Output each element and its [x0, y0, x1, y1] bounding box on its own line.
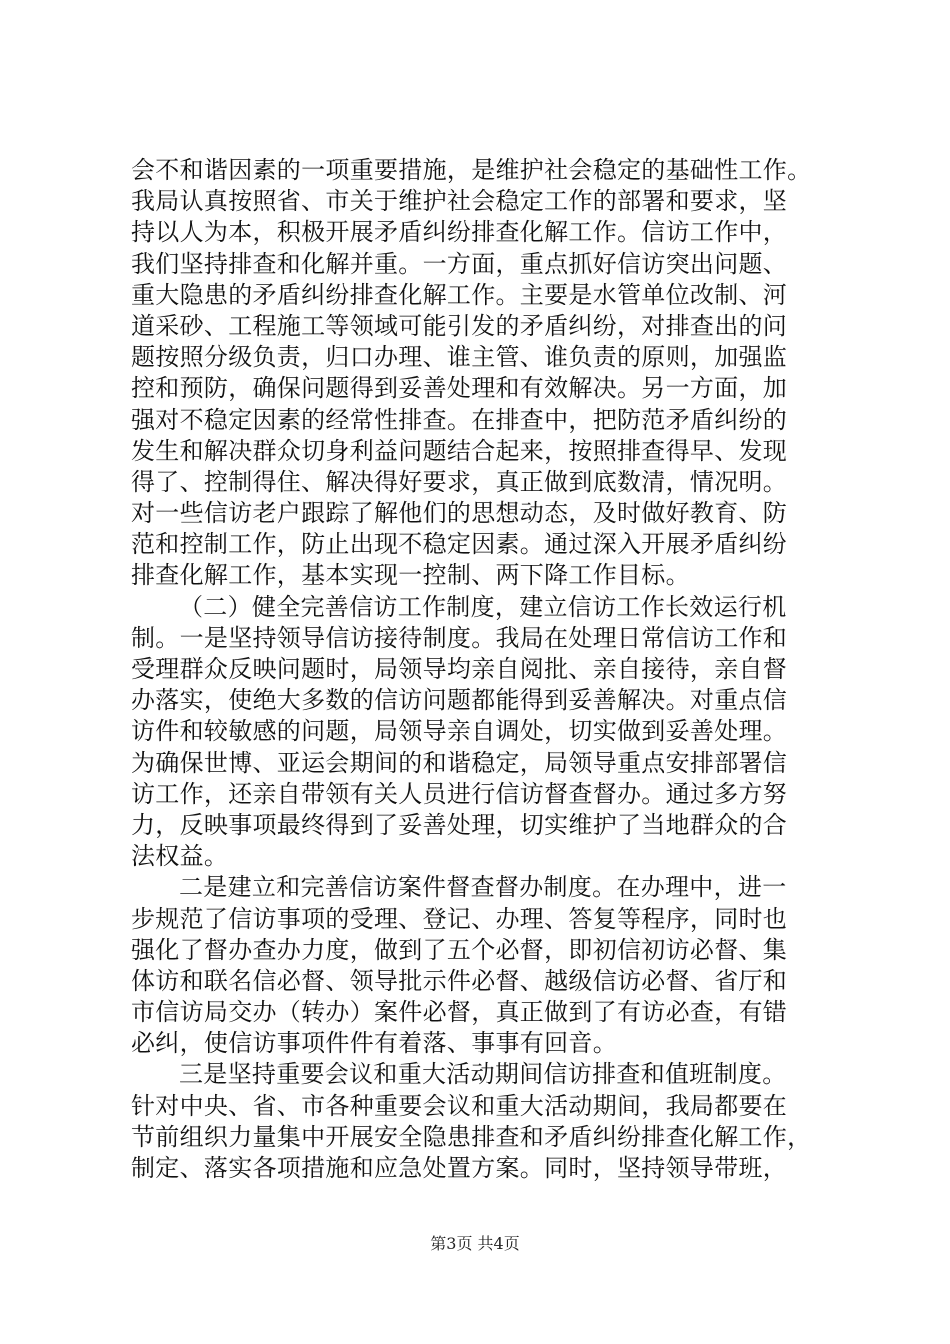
- text-line: 节前组织力量集中开展安全隐患排查和矛盾纠纷排查化解工作，: [131, 1122, 812, 1151]
- text-line: 排查化解工作，基本实现一控制、两下降工作目标。: [131, 561, 690, 590]
- text-line: 力，反映事项最终得到了妥善处理，切实维护了当地群众的合: [131, 810, 788, 839]
- text-line: 市信访局交办（转办）案件必督，真正做到了有访必查，有错: [131, 998, 788, 1027]
- text-line: 得了、控制得住、解决得好要求，真正做到底数清，情况明。: [131, 467, 788, 496]
- text-line: 步规范了信访事项的受理、登记、办理、答复等程序，同时也: [131, 904, 788, 933]
- page-footer: 第3页 共4页: [430, 1234, 520, 1253]
- text-line: 控和预防，确保问题得到妥善处理和有效解决。另一方面，加: [131, 374, 788, 403]
- text-line: 体访和联名信必督、领导批示件必督、越级信访必督、省厅和: [131, 966, 788, 995]
- text-line: 我们坚持排查和化解并重。一方面，重点抓好信访突出问题、: [131, 249, 788, 278]
- text-line: 强化了督办查办力度，做到了五个必督，即初信初访必督、集: [131, 935, 788, 964]
- text-line: 道采砂、工程施工等领域可能引发的矛盾纠纷，对排查出的问: [131, 311, 788, 340]
- text-line: 持以人为本，积极开展矛盾纠纷排查化解工作。信访工作中，: [131, 218, 788, 247]
- text-line: 法权益。: [131, 842, 229, 871]
- text-line: 二是建立和完善信访案件督查督办制度。在办理中，进一: [179, 873, 787, 902]
- text-line: 针对中央、省、市各种重要会议和重大活动期间，我局都要在: [131, 1091, 788, 1120]
- text-line: 范和控制工作，防止出现不稳定因素。通过深入开展矛盾纠纷: [131, 530, 788, 559]
- text-line: 我局认真按照省、市关于维护社会稳定工作的部署和要求，坚: [131, 187, 788, 216]
- text-line: 必纠，使信访事项件件有着落、事事有回音。: [131, 1029, 617, 1058]
- text-line: 办落实，使绝大多数的信访问题都能得到妥善解决。对重点信: [131, 686, 788, 715]
- text-line: 重大隐患的矛盾纠纷排查化解工作。主要是水管单位改制、河: [131, 280, 788, 309]
- text-line: 发生和解决群众切身利益问题结合起来，按照排查得早、发现: [131, 436, 788, 465]
- text-line: 题按照分级负责，归口办理、谁主管、谁负责的原则，加强监: [131, 343, 788, 372]
- text-line: 访工作，还亲自带领有关人员进行信访督查督办。通过多方努: [131, 779, 788, 808]
- text-line: 受理群众反映问题时，局领导均亲自阅批、亲自接待，亲自督: [131, 655, 788, 683]
- text-line: 对一些信访老户跟踪了解他们的思想动态，及时做好教育、防: [131, 499, 788, 528]
- text-line: 三是坚持重要会议和重大活动期间信访排查和值班制度。: [179, 1060, 787, 1089]
- text-line: 访件和较敏感的问题，局领导亲自调处，切实做到妥善处理。: [131, 717, 788, 746]
- text-line: 会不和谐因素的一项重要措施，是维护社会稳定的基础性工作。: [131, 156, 812, 184]
- document-body: [131, 155, 831, 1184]
- text-line: 强对不稳定因素的经常性排查。在排查中，把防范矛盾纠纷的: [131, 405, 788, 434]
- text-line: （二）健全完善信访工作制度，建立信访工作长效运行机: [179, 592, 787, 621]
- text-line: 制定、落实各项措施和应急处置方案。同时，坚持领导带班，: [131, 1154, 788, 1182]
- text-line: 为确保世博、亚运会期间的和谐稳定，局领导重点安排部署信: [131, 748, 788, 777]
- text-line: 制。一是坚持领导信访接待制度。我局在处理日常信访工作和: [131, 623, 788, 652]
